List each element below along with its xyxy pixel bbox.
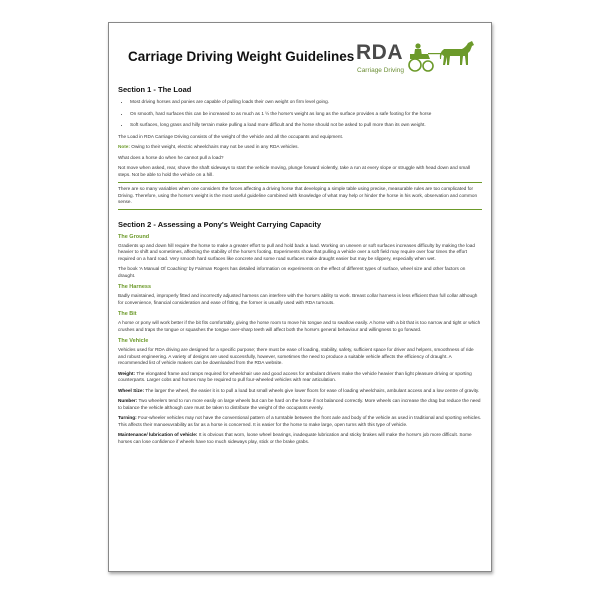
bit-paragraph: A horse or pony will work better if the bit fits comfortably, giving the horse room to move his tongue and to swallow easily. A horse with a bit that is too narrow and tight or which crushes and traps the tongue or squashes the tongue over-sharp teeth will affect both the horse's general behaviour and willingness to go forward.: [118, 320, 481, 332]
highlight-text: There are so many variables when one considers the forces affecting a driving horse that developing a simple table using precise, measurable rules are too complicated for Driving. Therefore, using the horse's weight is the most useful guideline combined with knowledge of what may help or hinder the horse in his work, observation and common sense.: [118, 186, 478, 204]
bit-heading: The Bit: [118, 311, 137, 317]
rda-logo: [356, 41, 480, 81]
number-label: Number:: [118, 398, 138, 403]
maintenance-label: Maintenance/ lubrication of vehicle:: [118, 432, 198, 437]
vehicle-heading: The Vehicle: [118, 338, 149, 344]
section1-heading: Section 1 - The Load: [118, 85, 192, 94]
question-text: What does a horse do when he cannot pull a load?: [118, 154, 224, 160]
turning-text: Four-wheeler vehicles may not have the conventional pattern of a turntable between the front axle and body of the vehicle as used in traditional and sporting vehicles. This affects their manoeuvrability as far as a horse is concerned. It is easier for the horse to make large, open turns with this type of vehicle.: [118, 415, 482, 427]
load-definition: The Load in RDA Carriage Driving consists of the weight of the vehicle and all the occupants and equipment.: [118, 133, 344, 139]
wheel-size-label: Wheel Size:: [118, 387, 145, 393]
weight-text: The elongated frame and ramps required for wheelchair use and good access for ambulant drivers make the vehicle heavier than light pleasure driving or sporting counterparts. Larger cobs and horses may be required to pull four-wheeled vehicles with rear articulation.: [118, 370, 472, 382]
load-bullet-list: [118, 99, 482, 129]
turning-label: Turning:: [118, 415, 137, 420]
weight-paragraph: [118, 371, 482, 384]
answer-text: Not move when asked, rear, shove the shaft sideways to start the vehicle moving, plunge forward violently, take a run at every slope or struggle with head down and small steps. Not be able to hold the vehicle on a hill.: [118, 165, 470, 177]
number-paragraph: [118, 398, 482, 411]
vehicle-paragraph: Vehicles used for RDA driving are designed for a specific purpose; there must be ease of loading, stability, safety, sufficient space for driver and helpers, smoothness of ride and robust engineering. A variety of designs are used successfully, however, sometimes the need to produce a suitable vehicle affects the efficiency of draught. A recommended list of vehicle makers can be downloaded from the RDA website.: [118, 347, 474, 365]
logo-subtitle: Carriage Driving: [357, 67, 404, 74]
document-page: [108, 22, 492, 572]
number-text: Two wheelers tend to run more easily on large wheels but can be hard on the horse if not balanced correctly. More wheels can increase the drag but reduce the need to balance the vehicle although care must be taken to distribute the weight of the occupants evenly.: [118, 398, 481, 410]
note-label: Note:: [118, 144, 130, 149]
section-load: [118, 81, 482, 210]
ground-heading: The Ground: [118, 233, 150, 240]
ground-paragraph: Gradients up and down hill require the horse to make a greater effort to pull and hold back a load. Working on uneven or soft surfaces increases difficulty by making the load heavier to shift and sometimes, affecting the stability of the horse's footing. Experiments show that pulling a vehicle over a soft field may require over four times the effort required on a hard road. Very smooth hard surfaces like concrete and some road surfaces make draught easier but may be slippery, especially when wet.: [118, 242, 475, 261]
section2-heading: Section 2 - Assessing a Pony's Weight Carrying Capacity: [118, 219, 322, 229]
ground-book-paragraph: The book 'A Manual Of Coaching' by Fairman Rogers has detailed information on experiments on the effect of different types of surface, wheel size and other factors on draught.: [118, 266, 466, 278]
highlight-box: [118, 182, 482, 210]
note-paragraph: [118, 144, 482, 151]
page-header: [118, 29, 482, 81]
section-capacity: [118, 220, 482, 446]
logo-brand: RDA: [356, 41, 403, 64]
harness-paragraph: Badly maintained, improperly fitted and incorrectly adjusted harness can interfere with the horse's ability to work. Breast collar harness is less efficient than full collar although for convenience, financial consideration and ease of fitting, the former is usually used with RDA turnouts.: [118, 293, 478, 305]
wheel-size-paragraph: [118, 388, 482, 395]
list-item: • On smooth, hard surfaces this can be increased to as much as 1 ½ the horse's weight as long as the surface provides a safe footing for the horse: [130, 111, 482, 118]
note-text: Owing to their weight, electric wheelchairs may not be used in any RDA vehicles.: [131, 144, 299, 149]
horse-carriage-icon: [406, 39, 478, 75]
maintenance-text: It is obvious that worn, loose wheel bearings, inadequate lubrication and sticky brakes will make the horse's job more difficult. Some horses can lose confidence if wheels have too much sideways play, stick or the brake grabs.: [118, 432, 472, 444]
turning-paragraph: [118, 415, 482, 428]
list-item: • Soft surfaces, long grass and hilly terrain make pulling a load more difficult and the horse should not be asked to pull more than its own weight.: [130, 122, 482, 129]
list-item: • Most driving horses and ponies are capable of pulling loads their own weight on firm level going.: [130, 99, 482, 106]
maintenance-paragraph: [118, 432, 482, 445]
wheel-size-text: The larger the wheel, the easier it is to pull a load but small wheels give lower floors for ease of loading wheelchairs, ambulant access and a low centre of gravity.: [145, 387, 480, 393]
page-title: Carriage Driving Weight Guidelines: [128, 49, 355, 64]
harness-heading: The Harness: [118, 284, 152, 290]
weight-label: Weight:: [118, 370, 136, 376]
